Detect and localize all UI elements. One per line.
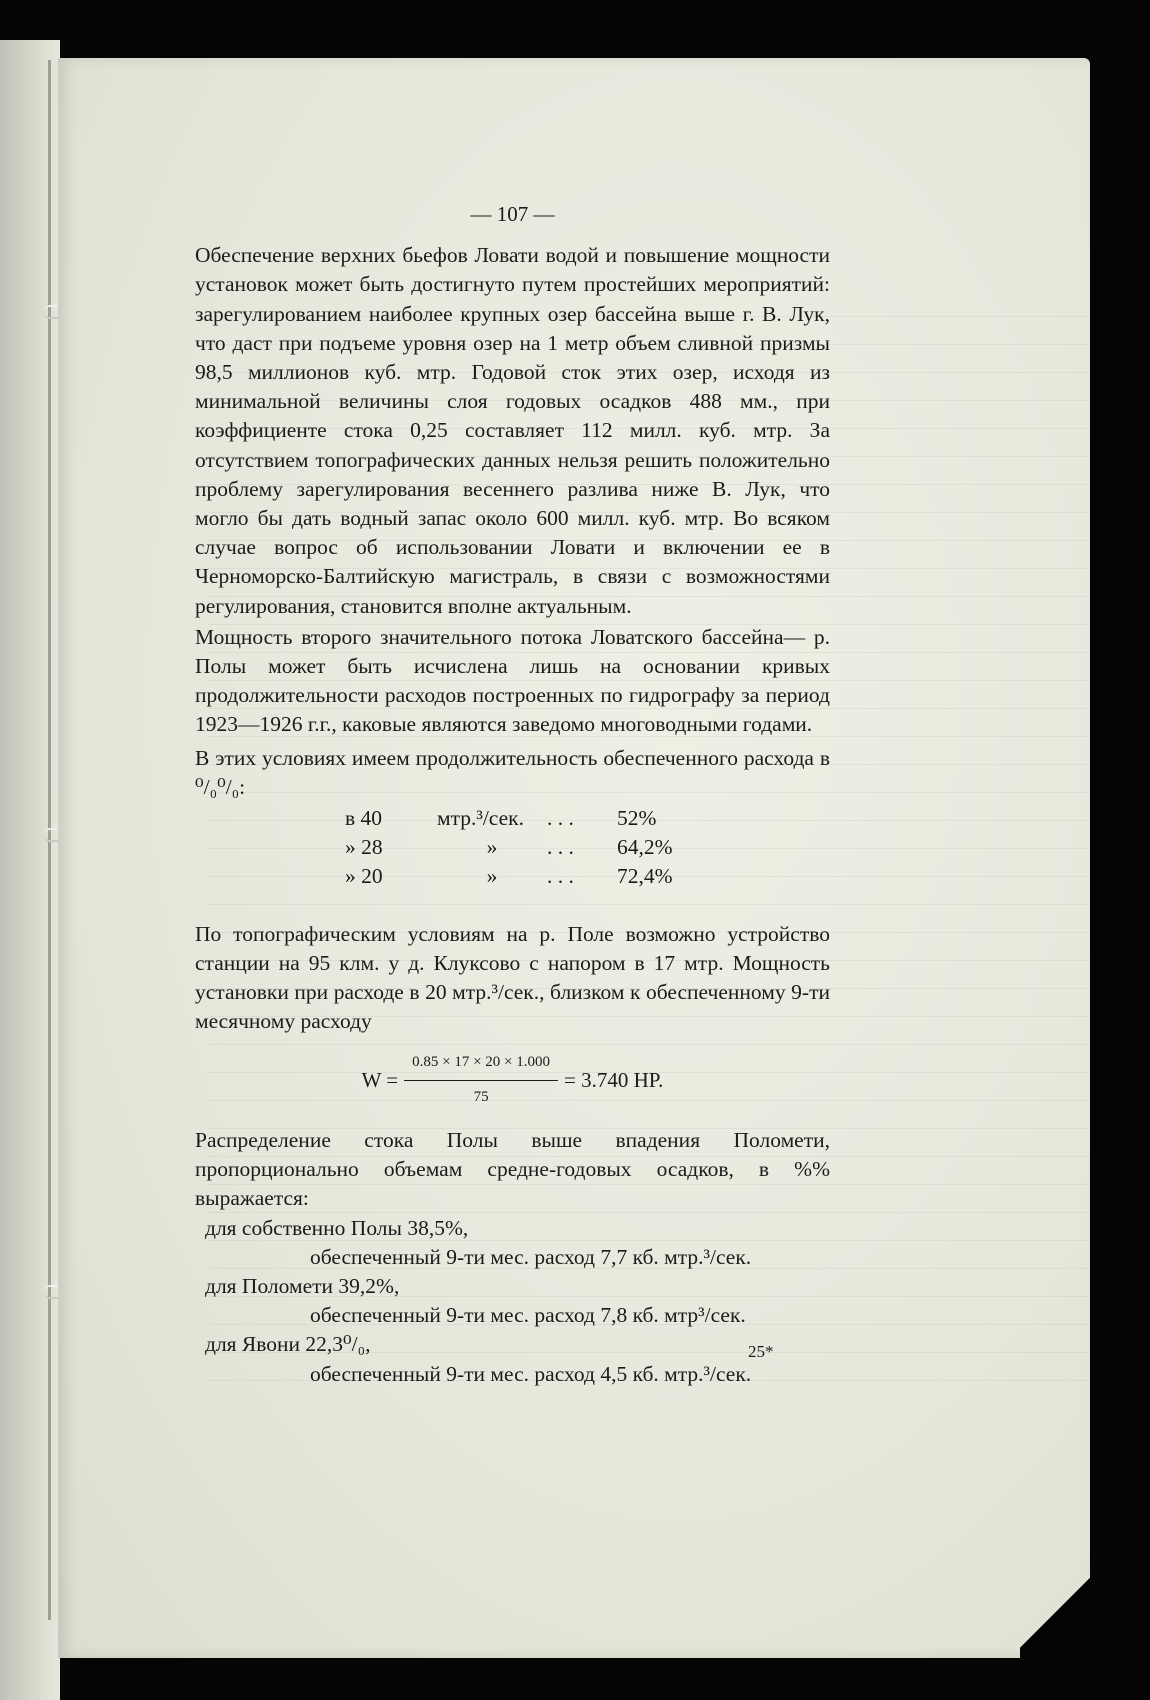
- duration-flow: в 40: [345, 806, 383, 831]
- paragraph-duration-intro: В этих условиях имеем продолжительность обеспеченного расхода в ⁰/₀⁰/₀:: [195, 745, 830, 799]
- duration-percent: 52%: [617, 806, 657, 831]
- distribution-flow: обеспеченный 9-ти мес. расход 7,8 кб. мтр³/сек.: [310, 1303, 746, 1328]
- duration-dots: . . .: [547, 864, 574, 889]
- list-item: [195, 1272, 830, 1330]
- distribution-river: для собственно Полы 38,5%,: [205, 1215, 469, 1240]
- duration-dots: . . .: [547, 835, 574, 860]
- paragraph-pola-power: Мощность второго значительного потока Ловатского бассейна— р. Полы может быть исчислена лишь на основании кривых продолжительности расходов построенных по гидрографу за период 1923—1926 г.г., каковые являются заведомо многоводными годами.: [195, 624, 830, 737]
- duration-unit: »: [486, 864, 498, 889]
- paragraph-distribution-intro: Распределение стока Полы выше впадения Поломети, пропорционально объемам средне-годовых осадков, в %% выражается:: [195, 1127, 830, 1211]
- paragraph-station-site: По топографическим условиям на р. Поле возможно устройство станции на 95 клм. у д. Клуксово с напором в 17 мтр. Мощность установки при расходе в 20 мтр.³/сек., близком к обеспеченному 9-ти месячному расходу: [195, 921, 830, 1034]
- distribution-river: для Явони 22,3⁰/₀,: [205, 1332, 371, 1357]
- formula-numerator: 0.85 × 17 × 20 × 1.000: [404, 1048, 558, 1080]
- duration-flow: » 28: [345, 835, 383, 860]
- power-formula: [195, 1048, 830, 1111]
- list-item: [195, 1214, 830, 1272]
- duration-percent: 72,4%: [617, 864, 673, 889]
- facing-page-edge: [0, 40, 60, 1700]
- duration-flow: » 20: [345, 864, 383, 889]
- duration-unit: »: [486, 835, 498, 860]
- duration-percent: 64,2%: [617, 835, 673, 860]
- list-item: [345, 804, 830, 833]
- duration-dots: . . .: [547, 806, 574, 831]
- formula-rhs: = 3.740 HP.: [564, 1067, 664, 1092]
- duration-list: [345, 804, 830, 892]
- duration-unit: мтр.³/сек.: [437, 806, 524, 831]
- formula-lhs: W =: [361, 1067, 399, 1092]
- formula-fraction: [404, 1048, 558, 1111]
- paragraph-lovat-regulation: Обеспечение верхних бьефов Ловати водой и повышение мощности установок может быть достигнуто путем простейших мероприятий: зарегулированием наиболее крупных озер бассейна выше г. В. Лук, что даст при подъеме уровня озер на 1 метр объем сливной призмы 98,5 миллионов куб. мтр. Годовой сток этих озер, исходя из минимальной величины слоя годовых осадков 488 мм., при коэффициенте стока 0,25 составляет 112 милл. куб. мтр. За отсутствием топографических данных нельзя решить положительно проблему зарегулирования весеннего разлива ниже В. Лук, что могло бы дать водный запас около 600 милл. куб. мтр. Во всяком случае вопрос об использовании Ловати и включении ее в Черноморско-Балтийскую магистраль, в связи с возможностями регулирования, становится вполне актуальным.: [195, 243, 830, 618]
- signature-mark: 25*: [748, 1342, 774, 1361]
- page-content: [195, 200, 830, 1389]
- formula-denominator: 75: [473, 1088, 489, 1105]
- distribution-flow: обеспеченный 9-ти мес. расход 7,7 кб. мтр.³/сек.: [310, 1244, 752, 1269]
- list-item: [345, 833, 830, 862]
- page-corner: [1020, 1568, 1090, 1658]
- distribution-list: [195, 1214, 830, 1389]
- list-item: [195, 1330, 830, 1388]
- page-number: — 107 —: [470, 202, 555, 226]
- list-item: [345, 862, 830, 891]
- distribution-flow: обеспеченный 9-ти мес. расход 4,5 кб. мтр.³/сек.: [310, 1361, 752, 1386]
- distribution-river: для Поломети 39,2%,: [205, 1273, 400, 1298]
